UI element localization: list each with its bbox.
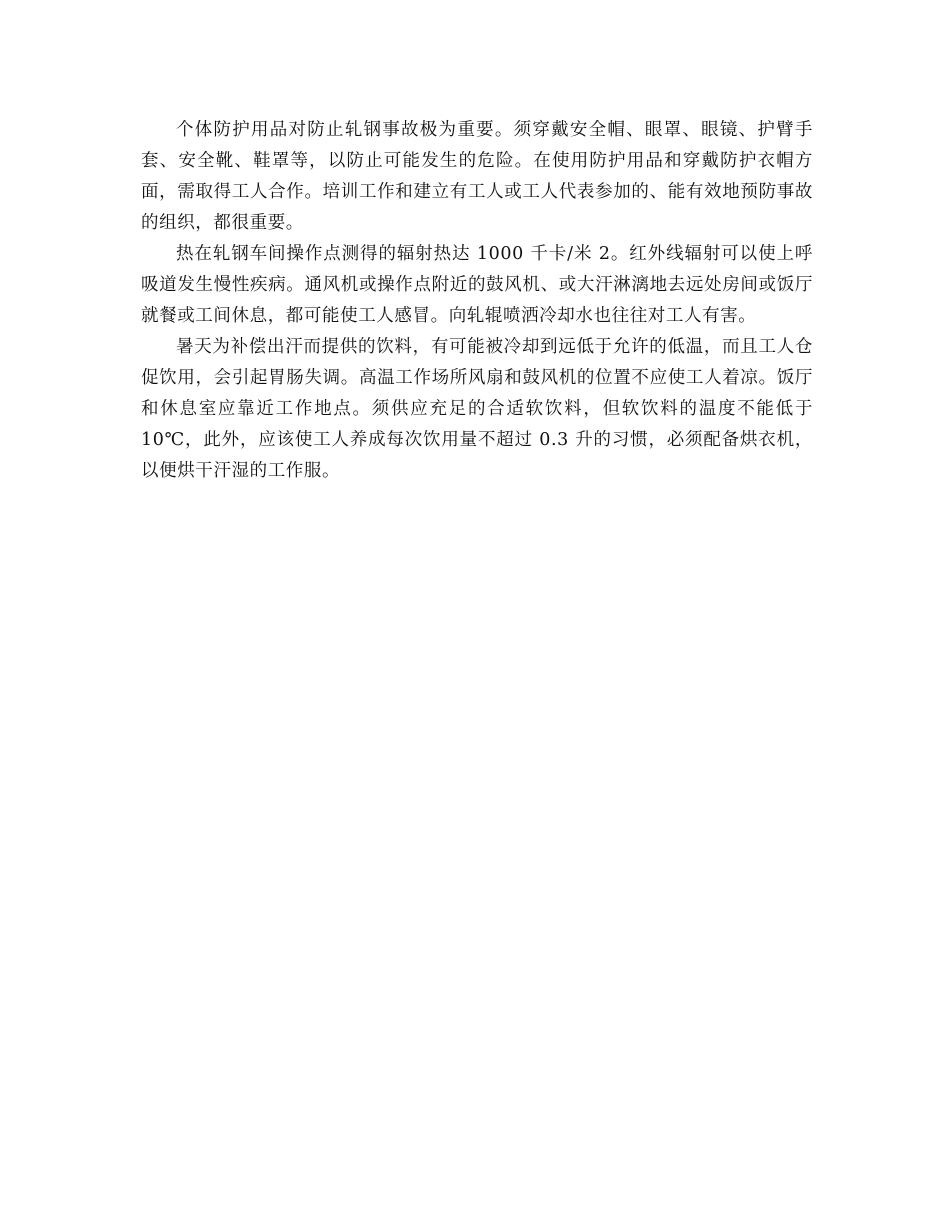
document-body [141,115,813,487]
paragraph-heat-radiation: 热在轧钢车间操作点测得的辐射热达 1000 千卡/米 2。红外线辐射可以使上呼吸道发生慢性疾病。通风机或操作点附近的鼓风机、或大汗淋漓地去远处房间或饭厅就餐或工间休息，都可能使工人感冒。向轧辊喷洒冷却水也往往对工人有害。 [141,244,813,326]
paragraph-summer-drinks: 暑天为补偿出汗而提供的饮料，有可能被冷却到远低于允许的低温，而且工人仓促饮用，会引起胃肠失调。高温工作场所风扇和鼓风机的位置不应使工人着凉。饭厅和休息室应靠近工作地点。须供应充足的合适软饮料，但软饮料的温度不能低于 10℃，此外，应该使工人养成每次饮用量不超过 0.3 升的习惯，必须配备烘衣机，以便烘干汗湿的工作服。 [141,337,813,481]
paragraph-protective-equipment: 个体防护用品对防止轧钢事故极为重要。须穿戴安全帽、眼罩、眼镜、护臂手套、安全靴、鞋罩等，以防止可能发生的危险。在使用防护用品和穿戴防护衣帽方面，需取得工人合作。培训工作和建立有工人或工人代表参加的、能有效地预防事故的组织，都很重要。 [141,120,813,233]
